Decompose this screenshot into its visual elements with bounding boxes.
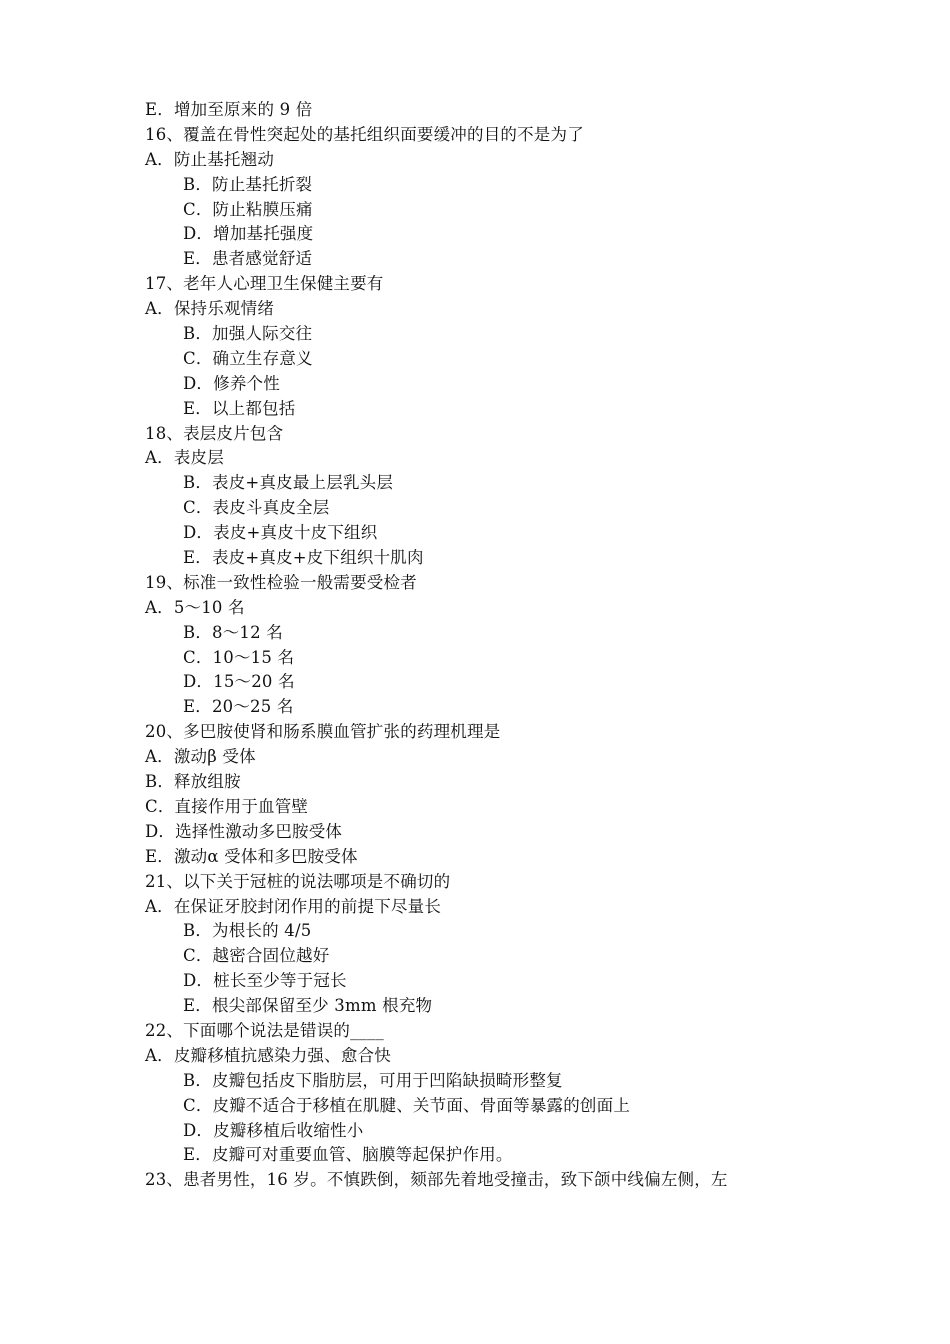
answer-option: B．防止基托折裂 [183, 174, 313, 194]
answer-option: E．以上都包括 [183, 398, 296, 418]
answer-option: B．为根长的 4/5 [183, 921, 312, 941]
answer-option: B．皮瓣包括皮下脂肪层，可用于凹陷缺损畸形整复 [183, 1070, 563, 1090]
answer-option: B．释放组胺 [145, 772, 241, 792]
answer-option: A．皮瓣移植抗感染力强、愈合快 [145, 1045, 391, 1065]
answer-option: A．防止基托翘动 [145, 149, 275, 169]
answer-option: A．在保证牙胶封闭作用的前提下尽量长 [145, 896, 442, 916]
question-stem: 21、以下关于冠桩的说法哪项是不确切的 [145, 871, 451, 891]
answer-option: E．患者感觉舒适 [183, 249, 313, 269]
question-stem: 16、覆盖在骨性突起处的基托组织面要缓冲的目的不是为了 [145, 124, 584, 144]
question-stem: 17、老年人心理卫生保健主要有 [145, 274, 384, 294]
question-stem: 22、下面哪个说法是错误的____ [145, 1020, 384, 1040]
question-list [145, 98, 845, 1193]
answer-option: D．选择性激动多巴胺受体 [145, 821, 343, 841]
answer-option: A．5～10 名 [145, 597, 245, 617]
question-stem: 20、多巴胺使肾和肠系膜血管扩张的药理机理是 [145, 722, 501, 742]
answer-option: B．加强人际交往 [183, 324, 313, 344]
answer-option: E．20～25 名 [183, 697, 294, 717]
answer-option: C．越密合固位越好 [183, 946, 330, 966]
answer-option: D．15～20 名 [183, 672, 295, 692]
answer-option: E．增加至原来的 9 倍 [145, 100, 313, 119]
answer-option: C．表皮斗真皮全层 [183, 498, 330, 518]
answer-option: C．皮瓣不适合于移植在肌腱、关节面、骨面等暴露的创面上 [183, 1095, 631, 1115]
answer-option: A．保持乐观情绪 [145, 299, 275, 319]
answer-option: D．修养个性 [183, 373, 280, 393]
answer-option: C．防止粘膜压痛 [183, 199, 313, 219]
answer-option: D．增加基托强度 [183, 224, 314, 244]
answer-option: E．皮瓣可对重要血管、脑膜等起保护作用。 [183, 1145, 513, 1165]
answer-option: E．根尖部保留至少 3mm 根充物 [183, 996, 433, 1016]
answer-option: C．直接作用于血管壁 [145, 796, 309, 816]
answer-option: B．表皮+真皮最上层乳头层 [183, 473, 394, 493]
answer-option: C．10～15 名 [183, 647, 295, 667]
answer-option: A．激动β 受体 [145, 747, 256, 767]
answer-option: B．8～12 名 [183, 622, 283, 642]
answer-option: D．桩长至少等于冠长 [183, 971, 347, 991]
answer-option: E．表皮+真皮+皮下组织十肌肉 [183, 548, 424, 568]
question-stem: 23、患者男性，16 岁。不慎跌倒，颏部先着地受撞击，致下颌中线偏左侧，左 [145, 1170, 728, 1190]
answer-option: A．表皮层 [145, 448, 224, 468]
question-stem: 19、标准一致性检验一般需要受检者 [145, 572, 417, 592]
answer-option: C．确立生存意义 [183, 348, 313, 368]
question-stem: 18、表层皮片包含 [145, 423, 284, 443]
answer-option: D．表皮+真皮十皮下组织 [183, 523, 378, 543]
answer-option: E．激动α 受体和多巴胺受体 [145, 846, 358, 866]
answer-option: D．皮瓣移植后收缩性小 [183, 1120, 364, 1140]
